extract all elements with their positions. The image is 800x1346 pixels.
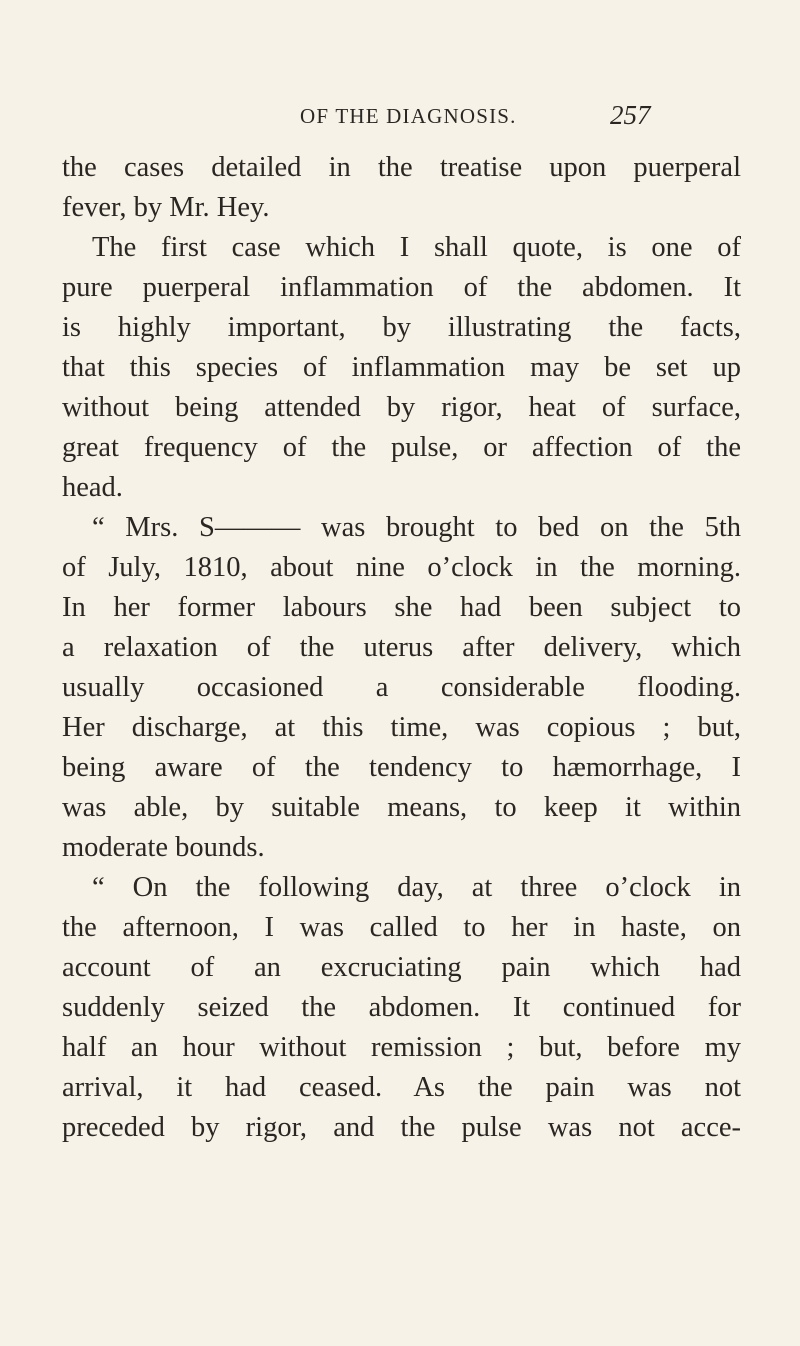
text-line: the afternoon, I was called to her in haste, on [62,912,741,943]
text-line: great frequency of the pulse, or affection of the [62,432,741,463]
text-line: of July, 1810, about nine o’clock in the morning. [62,552,741,583]
paragraph-first-line: The first case which I shall quote, is one of [92,232,741,263]
text-line: In her former labours she had been subject to [62,592,741,623]
text-line: Her discharge, at this time, was copious ; but, [62,712,741,743]
text-line: suddenly seized the abdomen. It continued for [62,992,741,1023]
body-text [62,148,741,1148]
text-line: is highly important, by illustrating the facts, [62,312,741,343]
text-line: arrival, it had ceased. As the pain was not [62,1072,741,1103]
text-line: preceded by rigor, and the pulse was not acce- [62,1112,741,1143]
text-line: half an hour without remission ; but, before my [62,1032,741,1063]
text-line: a relaxation of the uterus after delivery, which [62,632,741,663]
text-line: moderate bounds. [62,832,265,863]
page-number: 257 [610,100,651,130]
text-line: was able, by suitable means, to keep it within [62,792,741,823]
text-line: being aware of the tendency to hæmorrhage, I [62,752,741,783]
text-line: head. [62,472,123,503]
text-line: the cases detailed in the treatise upon puerperal [62,152,741,183]
running-head [0,100,800,134]
text-line: without being attended by rigor, heat of surface, [62,392,741,423]
text-line: pure puerperal inflammation of the abdomen. It [62,272,741,303]
running-title: OF THE DIAGNOSIS. [300,104,517,128]
text-line: fever, by Mr. Hey. [62,192,270,223]
text-line: usually occasioned a considerable flooding. [62,672,741,703]
paragraph-first-line: “ On the following day, at three o’clock in [92,872,741,903]
text-line: account of an excruciating pain which had [62,952,741,983]
paragraph-first-line: “ Mrs. S——— was brought to bed on the 5th [92,512,741,543]
text-line: that this species of inflammation may be set up [62,352,741,383]
